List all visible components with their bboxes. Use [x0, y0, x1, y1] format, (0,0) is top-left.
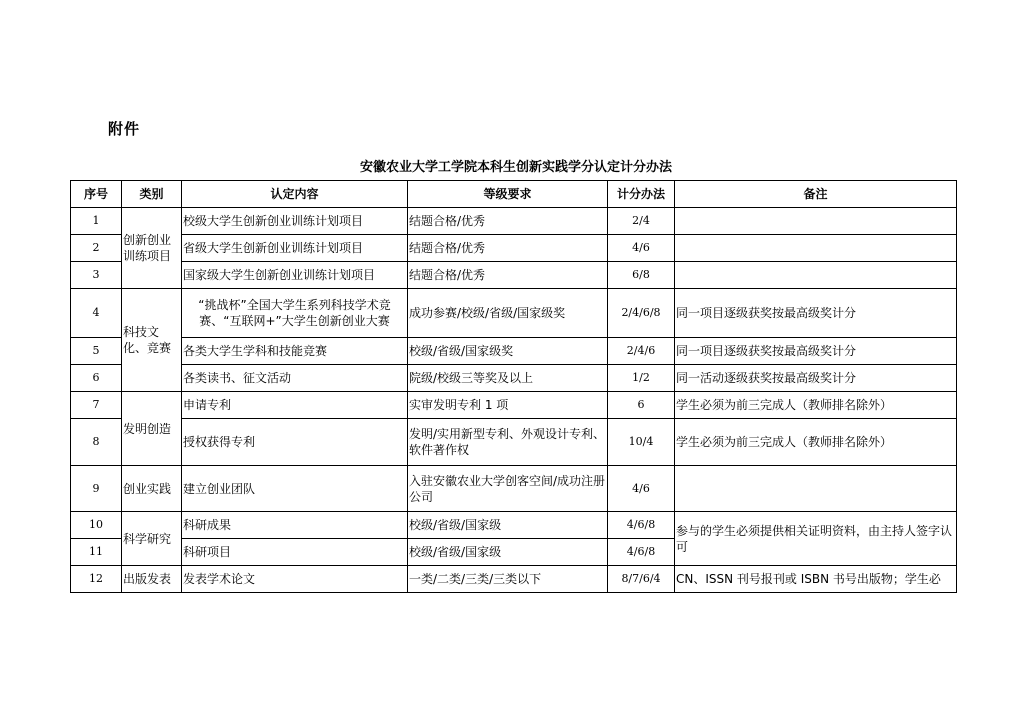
note-cell: [675, 208, 957, 235]
level-cell: 结题合格/优秀: [408, 235, 608, 262]
note-cell: [675, 235, 957, 262]
category-cell: 出版发表: [122, 566, 182, 593]
table-row: [71, 512, 957, 539]
row-number: 3: [71, 262, 122, 289]
note-cell: [675, 466, 957, 512]
score-cell: 4/6/8: [608, 512, 675, 539]
score-cell: 4/6/8: [608, 539, 675, 566]
level-cell: 一类/二类/三类/三类以下: [408, 566, 608, 593]
table-row: [71, 262, 957, 289]
table-row: [71, 208, 957, 235]
note-cell: CN、ISSN 刊号报刊或 ISBN 书号出版物；学生必: [675, 566, 957, 593]
level-cell: 校级/省级/国家级: [408, 539, 608, 566]
header-level: 等级要求: [408, 181, 608, 208]
level-cell: 成功参赛/校级/省级/国家级奖: [408, 289, 608, 338]
note-cell: 学生必须为前三完成人（教师排名除外）: [675, 419, 957, 466]
content-cell: 省级大学生创新创业训练计划项目: [182, 235, 408, 262]
score-cell: 10/4: [608, 419, 675, 466]
score-cell: 6/8: [608, 262, 675, 289]
row-number: 8: [71, 419, 122, 466]
score-cell: 2/4/6/8: [608, 289, 675, 338]
table-row: [71, 289, 957, 338]
score-cell: 4/6: [608, 466, 675, 512]
header-category: 类别: [122, 181, 182, 208]
level-cell: 校级/省级/国家级: [408, 512, 608, 539]
content-cell: 各类读书、征文活动: [182, 365, 408, 392]
content-cell: 发表学术论文: [182, 566, 408, 593]
document-title: 安徽农业大学工学院本科生创新实践学分认定计分办法: [359, 160, 672, 175]
row-number: 5: [71, 338, 122, 365]
header-content: 认定内容: [182, 181, 408, 208]
table-row: [71, 365, 957, 392]
content-cell: 各类大学生学科和技能竞赛: [182, 338, 408, 365]
note-cell: [675, 262, 957, 289]
row-number: 10: [71, 512, 122, 539]
score-cell: 2/4: [608, 208, 675, 235]
level-cell: 结题合格/优秀: [408, 208, 608, 235]
level-cell: 校级/省级/国家级奖: [408, 338, 608, 365]
row-number: 2: [71, 235, 122, 262]
row-number: 6: [71, 365, 122, 392]
category-cell: 发明创造: [122, 392, 182, 466]
note-cell: 学生必须为前三完成人（教师排名除外）: [675, 392, 957, 419]
score-cell: 6: [608, 392, 675, 419]
header-score: 计分办法: [608, 181, 675, 208]
table-row: [71, 235, 957, 262]
table-row: [71, 466, 957, 512]
content-cell: “挑战杯”全国大学生系列科技学术竞赛、“互联网+”大学生创新创业大赛: [182, 289, 408, 338]
category-cell: 科学研究: [122, 512, 182, 566]
content-cell: 授权获得专利: [182, 419, 408, 466]
note-cell: 同一项目逐级获奖按最高级奖计分: [675, 338, 957, 365]
content-cell: 校级大学生创新创业训练计划项目: [182, 208, 408, 235]
row-number: 12: [71, 566, 122, 593]
table-row: [71, 566, 957, 593]
level-cell: 院级/校级三等奖及以上: [408, 365, 608, 392]
header-note: 备注: [675, 181, 957, 208]
credit-table: [70, 180, 957, 593]
content-cell: 申请专利: [182, 392, 408, 419]
row-number: 11: [71, 539, 122, 566]
category-cell: 创业实践: [122, 466, 182, 512]
row-number: 7: [71, 392, 122, 419]
level-cell: 发明/实用新型专利、外观设计专利、软件著作权: [408, 419, 608, 466]
note-cell: 同一活动逐级获奖按最高级奖计分: [675, 365, 957, 392]
attachment-label: 附件: [108, 120, 141, 138]
level-cell: 入驻安徽农业大学创客空间/成功注册公司: [408, 466, 608, 512]
header-no: 序号: [71, 181, 122, 208]
category-cell: 创新创业训练项目: [122, 208, 182, 289]
table-row: [71, 392, 957, 419]
row-number: 9: [71, 466, 122, 512]
score-cell: 1/2: [608, 365, 675, 392]
note-cell: 同一项目逐级获奖按最高级奖计分: [675, 289, 957, 338]
row-number: 4: [71, 289, 122, 338]
score-cell: 2/4/6: [608, 338, 675, 365]
category-cell: 科技文化、竞赛: [122, 289, 182, 392]
table-row: [71, 338, 957, 365]
content-cell: 科研成果: [182, 512, 408, 539]
content-cell: 科研项目: [182, 539, 408, 566]
content-cell: 建立创业团队: [182, 466, 408, 512]
table-header-row: [71, 181, 957, 208]
note-cell: 参与的学生必须提供相关证明资料，由主持人签字认可: [675, 512, 957, 566]
level-cell: 实审发明专利 1 项: [408, 392, 608, 419]
score-cell: 8/7/6/4: [608, 566, 675, 593]
content-cell: 国家级大学生创新创业训练计划项目: [182, 262, 408, 289]
row-number: 1: [71, 208, 122, 235]
table-row: [71, 419, 957, 466]
score-cell: 4/6: [608, 235, 675, 262]
level-cell: 结题合格/优秀: [408, 262, 608, 289]
